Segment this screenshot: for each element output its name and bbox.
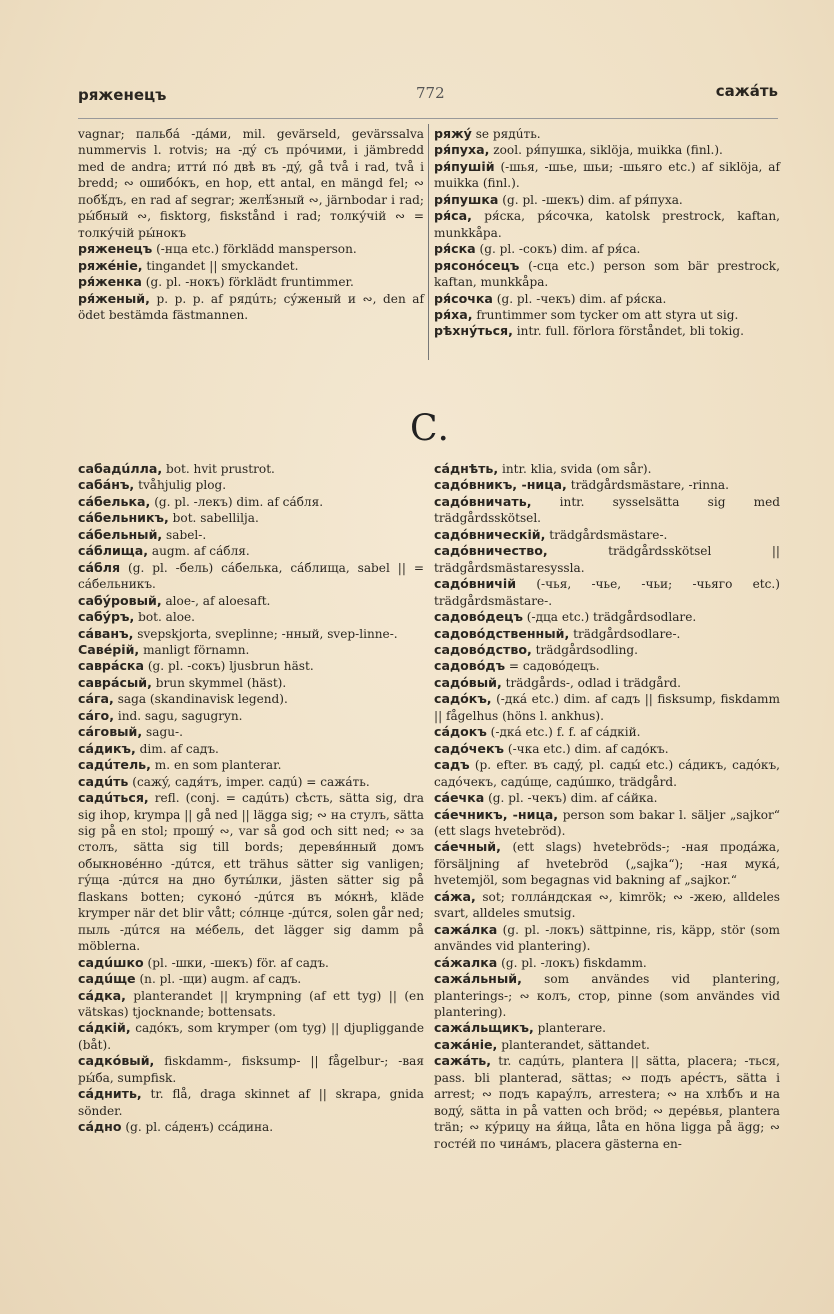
entry-headword: садóвничій xyxy=(434,576,517,592)
entry-definition: fiskdamm-, fisksump- || fågelbur-; -вая ры́ба, sumpfisk. xyxy=(78,1054,424,1085)
entry-headword: садовóдство, xyxy=(434,641,532,657)
entry-definition: tr. садúть, plantera || sätta, placera; -ться, pass. bli planterad, sättas; ∾ подъ арéстъ, sätta i arrest; ∾ подъ караýлъ, arrestera; ∾ на хлѣбъ и на водý, sätta in på vatten och bröd; ∾ дерéвья, plantera trän; ∾ кýрицу на я́йца, låta en höna ligga på ägg; ∾ гостéй по чинáмъ, placera gästerna en- xyxy=(434,1054,780,1151)
entry-headword: садúшко xyxy=(78,954,144,970)
entry-definition: (p. efter. въ садý, pl. сады́ etc.) сáдикъ, садóкъ, садóчекъ, садúще, садúшко, trädgård. xyxy=(434,758,780,789)
entry-headword: сабýръ, xyxy=(78,609,135,625)
dictionary-entry xyxy=(78,477,424,493)
entry-definition: planterandet || krympning (af ett tyg) || (en vätskas) tjocknande; bottensats. xyxy=(78,988,424,1019)
page-header xyxy=(78,82,778,110)
dictionary-entry xyxy=(434,291,780,307)
dictionary-entry xyxy=(434,527,780,543)
column-divider xyxy=(428,124,429,360)
entry-definition: tr. flå, draga skinnet af || skrapa, gnida sönder. xyxy=(78,1087,424,1118)
entry-definition: (g. pl. -шекъ) dim. af ря́пуха. xyxy=(502,192,683,207)
entry-definition: (n. pl. -щи) augm. af садъ. xyxy=(139,972,302,987)
entry-headword: садúться, xyxy=(78,790,149,806)
entry-headword: сáбля xyxy=(78,559,121,575)
entry-headword: сажáть, xyxy=(434,1053,492,1069)
dictionary-entry xyxy=(78,527,424,543)
entry-definition: (g. pl. сáденъ) ссáдина. xyxy=(125,1120,274,1135)
entry-definition: (g. pl. -сокъ) ljusbrun häst. xyxy=(147,659,314,674)
entry-headword: сáдикъ, xyxy=(78,740,136,756)
entry-definition: ря́ска, ря́сочка, katolsk prestrock, kaftan, munkkåpa. xyxy=(434,209,780,240)
entry-definition: intr. klia, svida (om sår). xyxy=(502,462,652,476)
entry-headword: Савéрій, xyxy=(78,641,140,657)
entry-definition: trädgårdsodlare-. xyxy=(573,626,681,641)
entry-definition: (g. pl. -локъ) sättpinne, ris, käpp, stör (som användes vid plantering). xyxy=(434,922,780,954)
dictionary-entry xyxy=(434,790,780,806)
entry-headword: сáбелька, xyxy=(78,493,151,509)
entry-definition: vagnar; пальбá -дáми, mil. gevärseld, gevärssalva nummervis l. rotvis; на -дý съ прóчими, i jämbredd med de andra; итти́ пó двѣ въ -дý, gå två i rad, två i bredd; ∾ ошибóкъ, en hop, ett antal, en mängd fel; ∾ побѣ́дъ, en rad af segrar; желѣ́зный ∾, järnbodar i rad; ры́бный ∾, fisktorg, fiskstånd i rad; толку́чій ∾ = толку́чій ры́нокъ xyxy=(78,127,424,240)
entry-headword: сáдка, xyxy=(78,987,126,1003)
dictionary-entry xyxy=(78,790,424,955)
entry-definition: intr. sysselsätta sig med trädgårdsskötsel. xyxy=(434,494,780,526)
dictionary-entry xyxy=(434,971,780,1020)
entry-headword: сажáльщикъ, xyxy=(434,1020,534,1036)
entry-definition: sabel-. xyxy=(166,527,207,542)
dictionary-entry xyxy=(434,757,780,790)
column-top-left xyxy=(78,126,424,323)
dictionary-entry xyxy=(434,889,780,922)
entry-definition: (-дца etc.) trädgårdsodlare. xyxy=(526,610,697,625)
dictionary-entry xyxy=(434,839,780,888)
entry-headword: сáбельный, xyxy=(78,526,163,542)
entry-definition: dim. af садъ. xyxy=(139,741,219,756)
entry-definition: (g. pl. -локъ) fiskdamm. xyxy=(501,955,647,970)
entry-headword: сáечка xyxy=(434,790,485,806)
entry-definition: (сажý, садя́тъ, imper. садú) = сажáть. xyxy=(132,774,370,789)
entry-headword: сáднить, xyxy=(78,1086,142,1102)
entry-definition: som användes vid plantering, planterings-; ∾ колъ, стор, pinne (som användes vid plantering). xyxy=(434,972,780,1019)
entry-definition: trädgårds-, odlad i trädgård. xyxy=(505,675,681,690)
entry-definition: bot. sabellilja. xyxy=(172,511,259,526)
entry-headword: сáго, xyxy=(78,707,114,723)
dictionary-entry xyxy=(434,642,780,658)
dictionary-entry xyxy=(78,560,424,593)
entry-definition: tvåhjulig plog. xyxy=(138,478,227,493)
dictionary-entry xyxy=(78,510,424,526)
entry-headword: сáга, xyxy=(78,691,114,707)
entry-definition: brun skymmel (häst). xyxy=(155,675,287,690)
dictionary-entry xyxy=(434,807,780,840)
entry-definition: (g. pl. -лекъ) dim. af сáбля. xyxy=(154,494,324,509)
dictionary-entry xyxy=(434,461,780,477)
entry-definition: (ett slags) hvetebröds-; -ная продáжа, försäljning af hvetebröd („sajka“); -ная мукá, hvetemjöl, som begagnas vid bakning af „sajkor.“ xyxy=(434,840,780,888)
entry-definition: (-чка etc.) dim. af садóкъ. xyxy=(507,741,669,756)
dictionary-entry xyxy=(78,741,424,757)
entry-definition: садóкъ, som krymper (om tyg) || djupliggande (båt). xyxy=(78,1021,424,1052)
entry-definition: trädgårdsodling. xyxy=(535,642,639,657)
dictionary-entry xyxy=(78,626,424,642)
dictionary-entry xyxy=(434,658,780,674)
entry-headword: садóчекъ xyxy=(434,740,504,756)
entry-definition: sagu-. xyxy=(146,725,183,740)
entry-headword: ряжéніе, xyxy=(78,257,143,273)
entry-headword: сáбельникъ, xyxy=(78,510,169,526)
entry-definition: planterare. xyxy=(537,1021,606,1036)
page-number: 772 xyxy=(416,84,445,102)
dictionary-entry xyxy=(434,208,780,241)
dictionary-entry xyxy=(78,1020,424,1053)
entry-headword: сажáлка xyxy=(434,921,498,937)
entry-definition: (-дкá etc.) dim. af садъ || fisksump, fiskdamm || fågelhus (höns l. ankhus). xyxy=(434,692,780,723)
entry-definition: bot. hvit prustrot. xyxy=(165,462,275,476)
entry-definition: refl. (conj. = садúть) сѣсть, sätta sig, dra sig ihop, krympa || gå ned || lägga sig; ∾ на стулъ, sätta sig på en stol; прошý ∾, var så god och sitt ned; ∾ за столъ, sätta sig till bords; деревя́нный домъ обыкновéнно -дúтся, ett trähus sätter sig vanligen; гýща -дúтся на дно буты́лки, jästen sätter sig på flaskans botten; суконó -дúтся въ мóкнѣ, kläde krymper när det blir vått; сóлнце -дúтся, solen går ned; пыль -дúтся на мéбель, det lägger sig damm på möblerna. xyxy=(78,791,424,954)
entry-headword: ря́женка xyxy=(78,274,142,290)
entry-headword: сáванъ, xyxy=(78,625,134,641)
entry-headword: садóвничество, xyxy=(434,543,548,559)
entry-headword: сáжалка xyxy=(434,954,498,970)
dictionary-entry xyxy=(78,955,424,971)
entry-headword: сáговый, xyxy=(78,724,143,740)
entry-headword: садóвый, xyxy=(434,674,502,690)
entry-definition: intr. full. förlora förståndet, bli tokig. xyxy=(516,324,744,339)
entry-definition: bot. aloe. xyxy=(138,610,196,625)
entry-headword: ряжý xyxy=(434,126,472,141)
entry-definition: fruntimmer som tycker om att styra ut sig. xyxy=(476,307,739,322)
dictionary-entry xyxy=(434,192,780,208)
entry-headword: сабýровый, xyxy=(78,592,162,608)
dictionary-entry xyxy=(434,741,780,757)
entry-definition: (g. pl. -сокъ) dim. af ря́са. xyxy=(479,242,641,257)
dictionary-entry xyxy=(78,708,424,724)
dictionary-entry xyxy=(434,543,780,576)
entry-headword: ря́сочка xyxy=(434,290,493,306)
header-rule xyxy=(78,118,778,119)
entry-headword: садовóдецъ xyxy=(434,609,523,625)
entry-headword: рясонóсецъ xyxy=(434,257,520,273)
dictionary-entry xyxy=(434,576,780,609)
entry-definition: p. p. p. af рядúть; сýженый и ∾, den af ödet bestämda fästmannen. xyxy=(78,291,424,322)
dictionary-entry xyxy=(434,494,780,527)
entry-headword: сабáнъ, xyxy=(78,477,135,493)
entry-definition: (g. pl. -нокъ) förklädt fruntimmer. xyxy=(145,275,354,290)
entry-definition: saga (skandinavisk legend). xyxy=(117,692,288,707)
entry-headword: саврáсый, xyxy=(78,674,152,690)
dictionary-entry xyxy=(78,757,424,773)
entry-definition: person som bakar l. säljer „sajkor“ (ett slags hvetebröd). xyxy=(434,807,780,838)
entry-definition: se рядúть. xyxy=(475,127,541,141)
entry-definition: planterandet, sättandet. xyxy=(501,1037,650,1052)
dictionary-entry xyxy=(78,126,424,241)
dictionary-entry xyxy=(434,1053,780,1152)
dictionary-entry xyxy=(78,724,424,740)
entry-headword: садóкъ, xyxy=(434,691,492,707)
entry-headword: сажáльный, xyxy=(434,971,522,987)
entry-definition: augm. af сáбля. xyxy=(151,544,250,559)
entry-headword: ряженецъ xyxy=(78,241,153,257)
entry-headword: сáжа, xyxy=(434,888,476,904)
header-right-headword: сажáть xyxy=(715,82,778,100)
dictionary-entry xyxy=(434,691,780,724)
entry-definition: (g. pl. -чекъ) dim. af ря́ска. xyxy=(496,291,667,306)
dictionary-entry xyxy=(78,642,424,658)
entry-definition: ind. sagu, sagugryn. xyxy=(117,708,243,723)
dictionary-entry xyxy=(434,477,780,493)
entry-headword: садóвникъ, -ница, xyxy=(434,477,567,493)
dictionary-entry xyxy=(78,274,424,290)
entry-definition: (-шья, -шье, шьи; -шьяго etc.) af siklöja, af muikka (finl.). xyxy=(434,159,780,191)
entry-headword: сáечный, xyxy=(434,839,501,855)
entry-definition: (-чья, -чье, -чьи; -чьяго etc.) trädgårdsmästare-. xyxy=(434,577,780,608)
section-letter: С. xyxy=(410,408,449,449)
dictionary-entry xyxy=(78,971,424,987)
entry-headword: ря́ска xyxy=(434,241,476,257)
entry-definition: trädgårdsmästare, -rinna. xyxy=(570,478,729,493)
dictionary-entry xyxy=(78,241,424,257)
entry-definition: = садовóдецъ. xyxy=(508,659,600,674)
entry-headword: садъ xyxy=(434,757,470,773)
entry-headword: садóвничать, xyxy=(434,493,532,509)
dictionary-entry xyxy=(434,142,780,158)
dictionary-entry xyxy=(78,774,424,790)
dictionary-entry xyxy=(434,955,780,971)
dictionary-entry xyxy=(78,658,424,674)
dictionary-entry xyxy=(78,691,424,707)
dictionary-entry xyxy=(434,323,780,339)
dictionary-entry xyxy=(434,307,780,323)
entry-headword: сажáніе, xyxy=(434,1036,498,1052)
entry-headword: саврáска xyxy=(78,658,144,674)
dictionary-entry xyxy=(78,258,424,274)
entry-definition: zool. ря́пушка, siklöja, muikka (finl.). xyxy=(493,143,723,158)
column-bottom-right xyxy=(434,461,780,1152)
dictionary-entry xyxy=(78,1119,424,1135)
column-top-right xyxy=(434,126,780,340)
entry-definition: manligt förnamn. xyxy=(143,642,250,657)
entry-headword: садовóдственный, xyxy=(434,625,570,641)
entry-definition: m. en som planterar. xyxy=(154,758,282,773)
entry-headword: ря́пушій xyxy=(434,158,495,174)
entry-headword: садовóдъ xyxy=(434,658,506,674)
entry-definition: (pl. -шки, -шекъ) för. af садъ. xyxy=(147,955,329,970)
dictionary-entry xyxy=(78,291,424,324)
dictionary-entry xyxy=(78,461,424,477)
column-bottom-left xyxy=(78,461,424,1136)
entry-headword: сáечникъ, -ница, xyxy=(434,806,559,822)
entry-definition: tingandet || smyckandet. xyxy=(146,258,299,273)
entry-headword: сáдно xyxy=(78,1119,122,1135)
entry-definition: svepskjorta, sveplinne; -нный, svep-linne-. xyxy=(137,626,398,641)
entry-definition: trädgårdsmästare-. xyxy=(549,527,668,542)
dictionary-entry xyxy=(78,1086,424,1119)
entry-headword: ря́пушка xyxy=(434,191,499,207)
entry-headword: садúтель, xyxy=(78,757,151,773)
entry-headword: сабадúлла, xyxy=(78,461,163,476)
dictionary-entry xyxy=(78,675,424,691)
entry-headword: садúть xyxy=(78,773,129,789)
dictionary-entry xyxy=(434,675,780,691)
entry-definition: (g. pl. -чекъ) dim. af сáйка. xyxy=(488,791,658,806)
dictionary-entry xyxy=(78,593,424,609)
dictionary-entry xyxy=(78,609,424,625)
entry-definition: aloe-, af aloesaft. xyxy=(165,593,271,608)
dictionary-entry xyxy=(434,724,780,740)
entry-definition: (-нца etc.) förklädd mansperson. xyxy=(156,242,357,257)
entry-headword: садóвническій, xyxy=(434,526,546,542)
dictionary-entry xyxy=(78,543,424,559)
entry-headword: сáдкій, xyxy=(78,1020,131,1036)
entry-definition: (-дкá etc.) f. f. af сáдкій. xyxy=(490,725,641,740)
entry-headword: рѣхнýться, xyxy=(434,323,513,339)
entry-definition: sot; голлáндская ∾, kimrök; ∾ -жею, alldeles svart, alldeles smutsig. xyxy=(434,889,780,921)
entry-headword: ря́пуха, xyxy=(434,142,490,158)
dictionary-entry xyxy=(78,494,424,510)
entry-headword: ря́са, xyxy=(434,208,472,224)
dictionary-entry xyxy=(434,922,780,955)
entry-headword: сáднѣть, xyxy=(434,461,499,476)
dictionary-entry xyxy=(78,1053,424,1086)
entry-definition: (g. pl. -бель) сáбелька, сáблища, sabel || = сáбельникъ. xyxy=(78,560,424,592)
entry-headword: сáдокъ xyxy=(434,724,487,740)
header-left-headword: ряженецъ xyxy=(78,86,167,104)
entry-definition: (-сца etc.) person som bär prestrock, kaftan, munkkåpa. xyxy=(434,258,780,290)
entry-headword: ря́женый, xyxy=(78,290,150,306)
dictionary-entry xyxy=(434,159,780,192)
entry-headword: садкóвый, xyxy=(78,1053,155,1069)
dictionary-entry xyxy=(434,1037,780,1053)
dictionary-entry xyxy=(434,609,780,625)
entry-definition: trädgårdsskötsel || trädgårdsmästaresyssla. xyxy=(434,544,780,575)
entry-headword: садúще xyxy=(78,971,136,987)
entry-headword: сáблища, xyxy=(78,543,149,559)
entry-headword: ря́ха, xyxy=(434,306,473,322)
dictionary-entry xyxy=(434,626,780,642)
dictionary-entry xyxy=(434,126,780,142)
dictionary-entry xyxy=(434,1020,780,1036)
dictionary-entry xyxy=(78,988,424,1021)
dictionary-entry xyxy=(434,258,780,291)
dictionary-entry xyxy=(434,241,780,257)
